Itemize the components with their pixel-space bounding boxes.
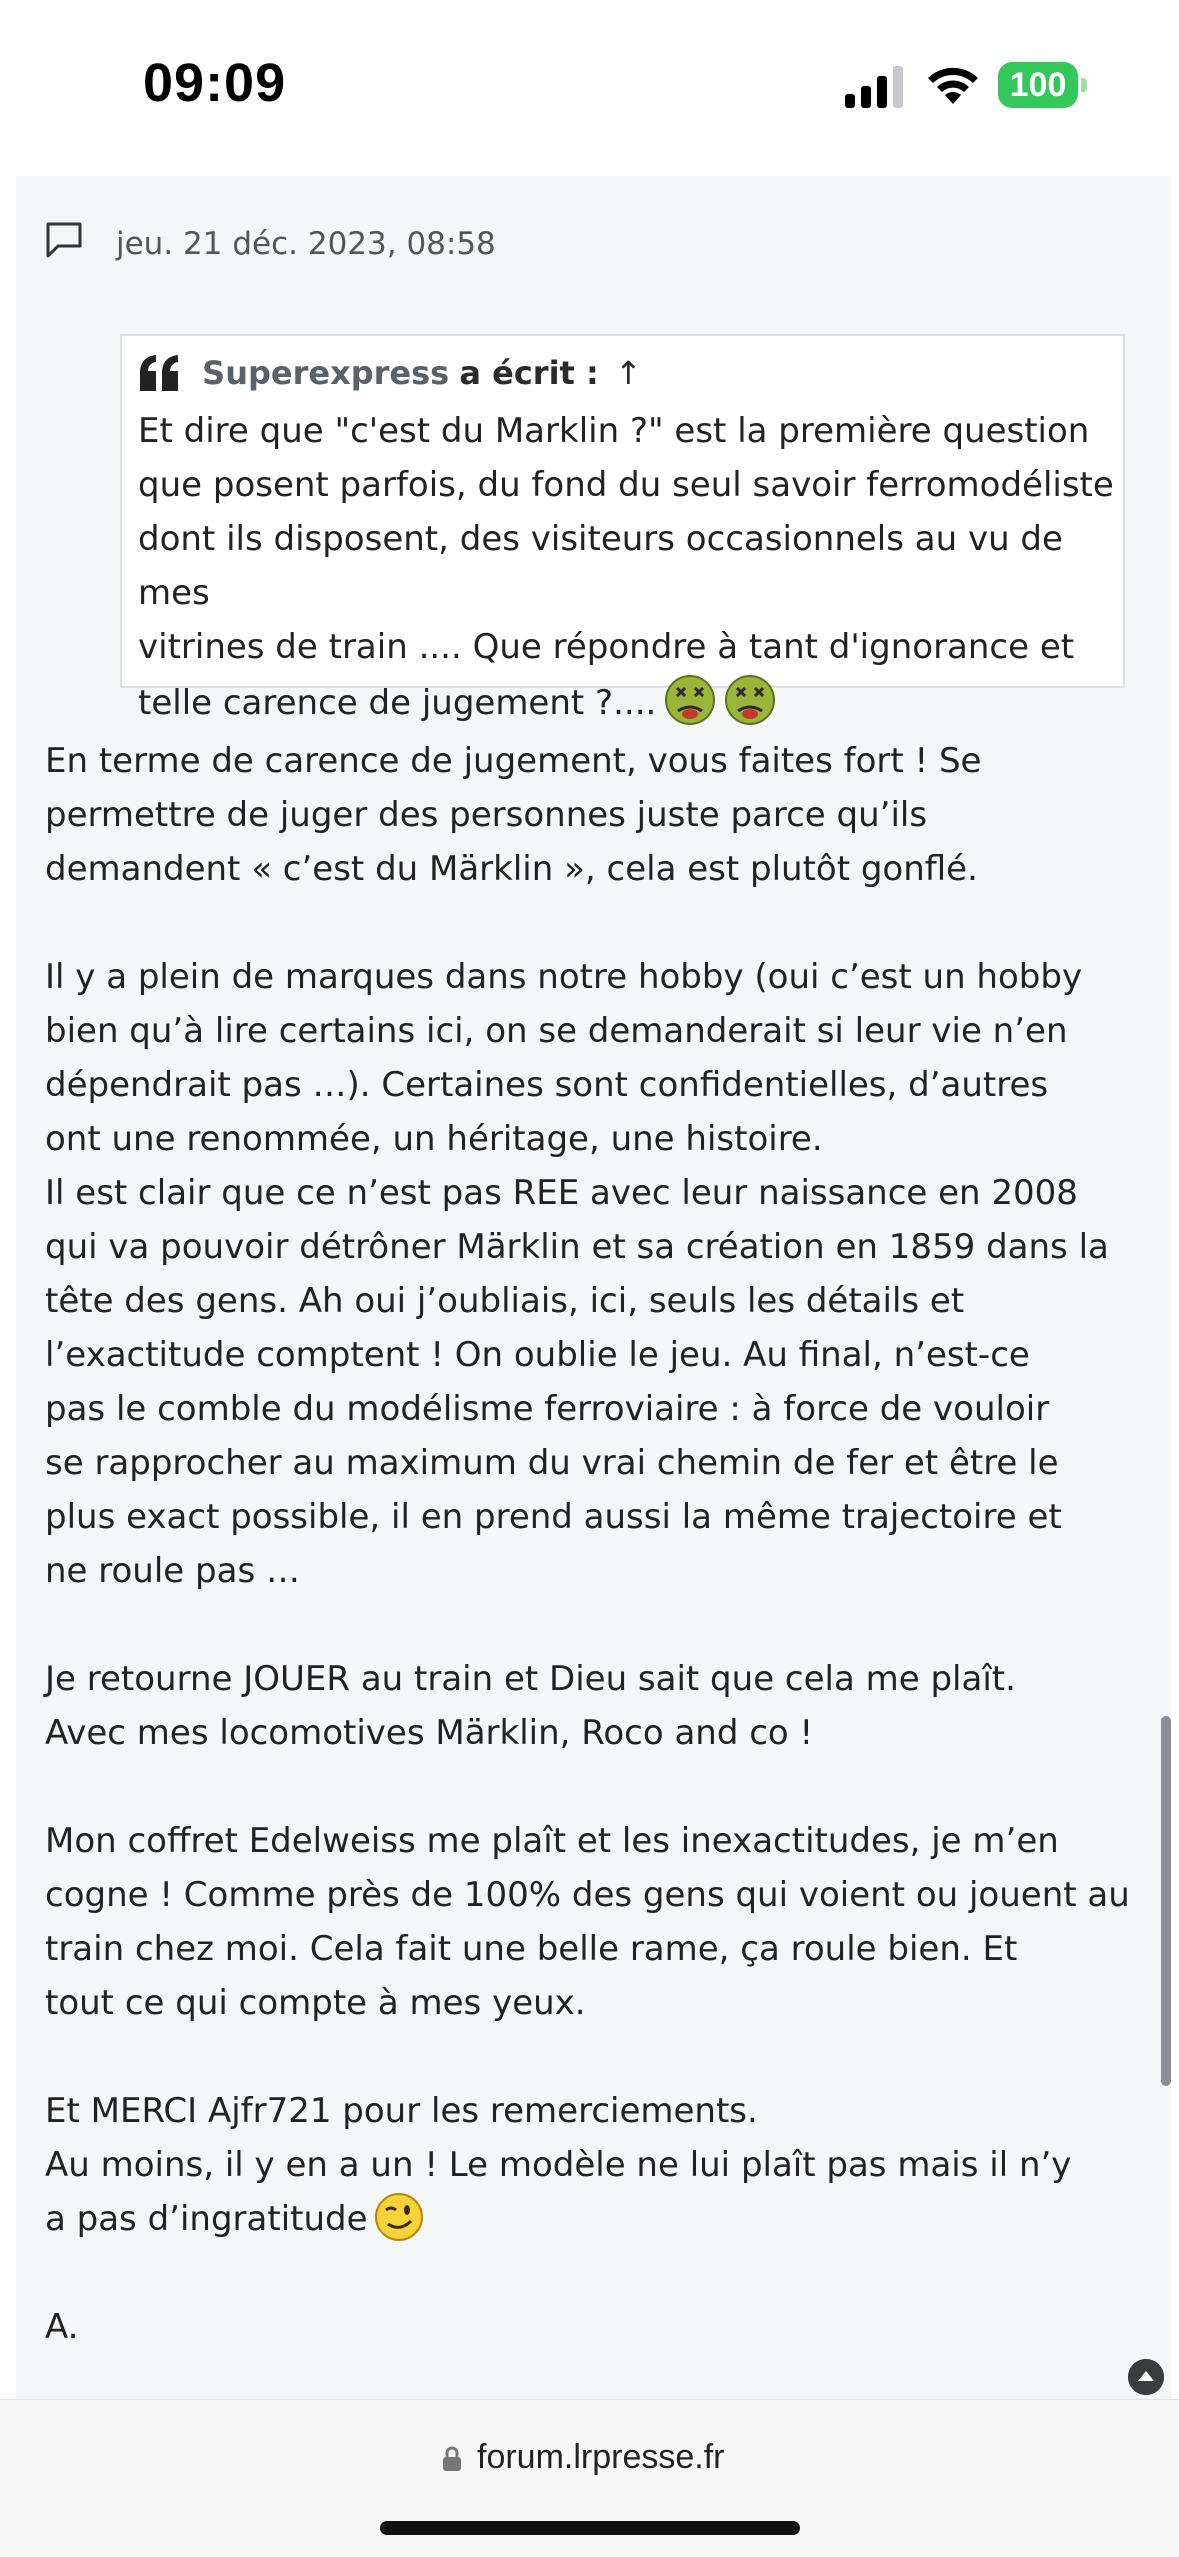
battery-icon: 100 [998,62,1078,108]
quote-line: vitrines de train .... Que répondre à tant d'ignorance et [138,627,1075,667]
quote-jump-link[interactable]: ↑ [614,354,642,392]
post-signature [45,2300,78,2354]
post-line: ne roule pas … [45,1551,300,1591]
scroll-to-top-icon[interactable] [1128,2359,1164,2395]
sick-face-icon [724,674,776,726]
post-line: ont une renommée, un héritage, une histoire. [45,1119,823,1159]
post-line: Je retourne JOUER au train et Dieu sait que cela me plaît. [45,1659,1016,1699]
post-paragraph [45,1652,1016,1760]
post-line: pas le comble du modélisme ferroviaire : à force de vouloir [45,1389,1050,1429]
post-line: Il est clair que ce n’est pas REE avec leur naissance en 2008 [45,1173,1078,1213]
sick-face-icon [664,674,716,726]
post-line: A. [45,2307,79,2347]
status-time: 09:09 [143,53,287,113]
quote-wrote-label: a écrit : [459,354,599,392]
post-line: cogne ! Comme près de 100% des gens qui voient ou jouent au [45,1875,1130,1915]
post-line: tout ce qui compte à mes yeux. [45,1983,586,2023]
post-line: se rapprocher au maximum du vrai chemin de fer et être le [45,1443,1059,1483]
post-paragraph [45,734,981,896]
post-line: a pas d’ingratitude [45,2199,368,2239]
speech-bubble-icon[interactable] [44,220,84,260]
post-line: train chez moi. Cela fait une belle rame, ça roule bien. Et [45,1929,1018,1969]
post-line: dépendrait pas …). Certaines sont confidentielles, d’autres [45,1065,1049,1105]
quote-block [120,334,1125,723]
url-text[interactable]: forum.lrpresse.fr [477,2438,725,2476]
quote-author-link[interactable]: Superexpress [202,354,450,392]
post-line: demandent « c’est du Märklin », cela est plutôt gonflé. [45,849,978,889]
forum-post-page [16,176,1171,2399]
post-line: Avec mes locomotives Märklin, Roco and co ! [45,1713,814,1753]
post-line: plus exact possible, il en prend aussi la même trajectoire et [45,1497,1062,1537]
browser-url-bar[interactable] [0,2399,1179,2557]
post-line: Au moins, il y en a un ! Le modèle ne lui plaît pas mais il n’y [45,2145,1072,2185]
post-paragraph [45,2084,1071,2246]
post-line: Il y a plein de marques dans notre hobby (oui c’est un hobby [45,957,1083,997]
post-line: qui va pouvoir détrôner Märklin et sa création en 1859 dans la [45,1227,1109,1267]
home-indicator[interactable] [380,2521,800,2535]
cellular-signal-icon [845,64,907,108]
quote-line: que posent parfois, du fond du seul savoir ferromodéliste [138,465,1114,505]
post-line: Et MERCI Ajfr721 pour les remerciements. [45,2091,758,2131]
post-paragraph [45,950,1109,1598]
quote-line: dont ils disposent, des visiteurs occasionnels au vu de mes [138,519,1063,613]
quote-line: telle carence de jugement ?.... [138,683,657,723]
post-line: En terme de carence de jugement, vous faites fort ! Se [45,741,982,781]
post-line: permettre de juger des personnes juste parce qu’ils [45,795,928,835]
post-line: tête des gens. Ah oui j’oubliais, ici, seuls les détails et [45,1281,965,1321]
wifi-icon [925,60,981,106]
wink-face-icon [374,2192,424,2242]
status-bar [0,0,1179,176]
quote-text [138,404,1118,730]
scrollbar-thumb[interactable] [1161,1716,1171,2086]
post-date: jeu. 21 déc. 2023, 08:58 [116,226,496,262]
lock-icon [442,2446,462,2472]
battery-tip [1081,78,1087,92]
quote-line: Et dire que "c'est du Marklin ?" est la première question [138,411,1090,451]
quote-icon [138,353,180,393]
quote-header [138,352,642,400]
post-line: bien qu’à lire certains ici, on se demanderait si leur vie n’en [45,1011,1068,1051]
post-line: l’exactitude comptent ! On oublie le jeu. Au final, n’est-ce [45,1335,1030,1375]
post-line: Mon coffret Edelweiss me plaît et les inexactitudes, je m’en [45,1821,1059,1861]
post-paragraph [45,1814,1130,2030]
